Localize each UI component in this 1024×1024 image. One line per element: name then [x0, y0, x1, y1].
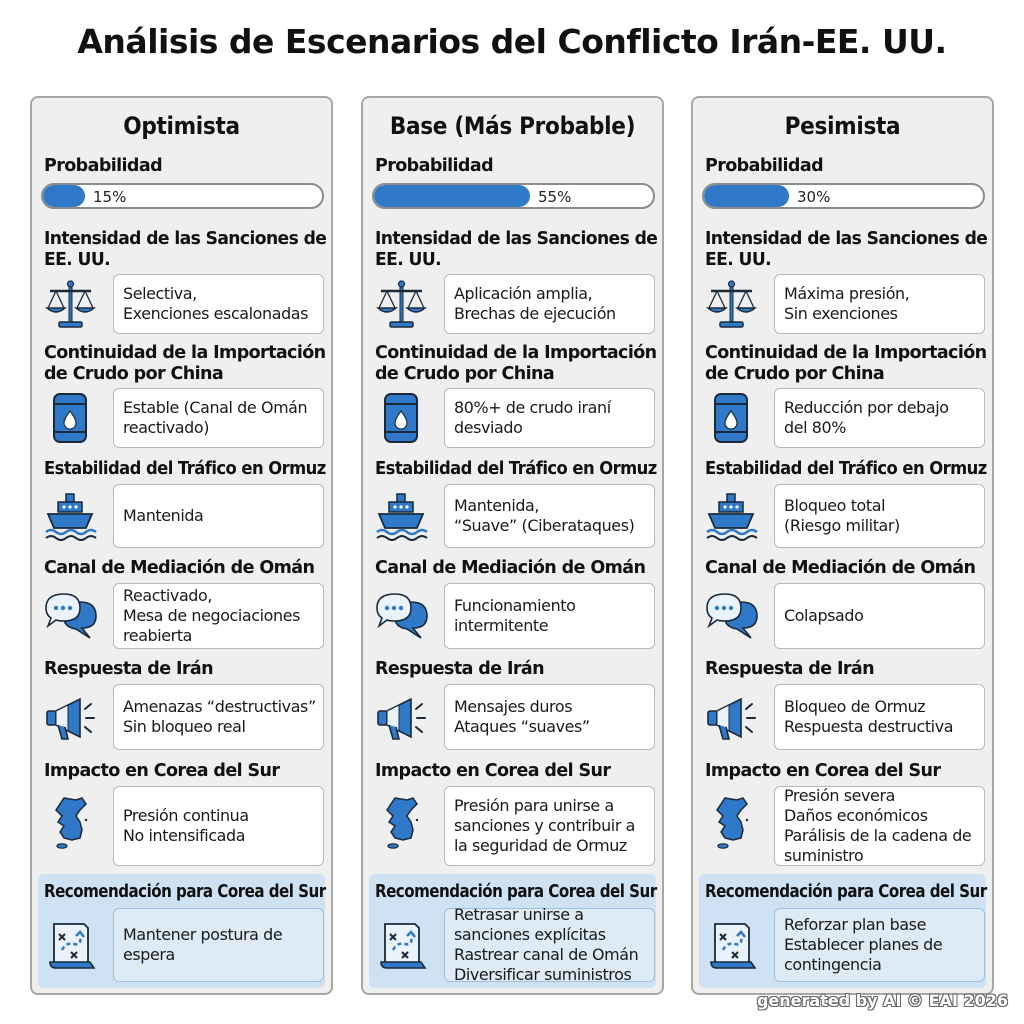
- probability-bar: [372, 183, 655, 209]
- hormuz-value-box: [774, 484, 985, 548]
- field-label: [375, 761, 657, 782]
- field-label-line: Estabilidad del Tráfico en Ormuz: [44, 459, 326, 479]
- value-line: Daños económicos: [784, 806, 928, 825]
- page-title: Análisis de Escenarios del Conflicto Irán-EE. UU.: [77, 22, 947, 61]
- recommendation-value-box: [113, 908, 324, 982]
- value-line: “Suave” (Ciberataques): [454, 516, 635, 535]
- value-line: la seguridad de Ormuz: [454, 836, 627, 855]
- field-label-line: Recomendación para Corea del Sur: [375, 882, 657, 902]
- field-label-line: Canal de Mediación de Omán: [705, 558, 976, 578]
- probability-value: 30%: [797, 188, 831, 206]
- hormuz-value-box: [444, 484, 655, 548]
- field-label-line: Continuidad de la Importación: [705, 343, 987, 363]
- value-line: Aplicación amplia,: [454, 284, 593, 303]
- field-label-line: Continuidad de la Importación: [44, 343, 326, 363]
- field-label: [44, 343, 326, 385]
- field-label-line: de Crudo por China: [44, 364, 224, 384]
- field-label-line: Impacto en Corea del Sur: [375, 761, 611, 781]
- value-line: Ataques “suaves”: [454, 717, 590, 736]
- value-line: Brechas de ejecución: [454, 304, 616, 323]
- sanctions-value-box: [774, 274, 985, 334]
- field-label-line: Probabilidad: [44, 156, 163, 176]
- value-line: reactivado): [123, 418, 210, 437]
- value-line: Presión severa: [784, 786, 895, 805]
- value-line: sanciones y contribuir a: [454, 816, 636, 835]
- recommendation-panel: [369, 874, 656, 988]
- field-label-line: Canal de Mediación de Omán: [375, 558, 646, 578]
- scenario-title: Optimista: [123, 112, 240, 140]
- value-line: Máxima presión,: [784, 284, 910, 303]
- korea-map-icon: [703, 794, 759, 850]
- megaphone-icon: [42, 689, 98, 745]
- oman-value-box: [113, 583, 324, 649]
- oil-barrel-icon: [703, 390, 759, 446]
- korea-value-box: [113, 786, 324, 866]
- field-label-line: Estabilidad del Tráfico en Ormuz: [705, 459, 987, 479]
- value-line: Reforzar plan base: [784, 915, 926, 934]
- iran-value-box: [113, 684, 324, 750]
- field-label: [705, 156, 987, 177]
- oil-barrel-icon: [42, 390, 98, 446]
- scale-icon: [373, 276, 429, 332]
- field-label: [44, 659, 326, 680]
- field-label: [705, 229, 988, 271]
- field-label-line: Impacto en Corea del Sur: [44, 761, 280, 781]
- strategy-map-icon: [44, 916, 100, 972]
- value-line: Bloqueo de Ormuz: [784, 697, 926, 716]
- value-line: Mantenida: [123, 506, 204, 525]
- value-line: Mantener postura de: [123, 925, 283, 944]
- scale-icon: [42, 276, 98, 332]
- field-label: [705, 761, 987, 782]
- value-line: Parálisis de la cadena de: [784, 826, 972, 845]
- value-line: del 80%: [784, 418, 846, 437]
- field-label: [705, 459, 987, 480]
- field-label: [705, 558, 987, 579]
- megaphone-icon: [703, 689, 759, 745]
- field-label-line: EE. UU.: [705, 250, 772, 270]
- scenario-column: [30, 96, 333, 995]
- field-label-line: EE. UU.: [375, 250, 442, 270]
- value-line: Colapsado: [784, 606, 864, 625]
- value-line: Presión para unirse a: [454, 796, 614, 815]
- field-label: [44, 882, 326, 903]
- scenario-column: [361, 96, 664, 995]
- value-line: reabierta: [123, 626, 193, 645]
- scenario-column: [691, 96, 994, 995]
- value-line: desviado: [454, 418, 523, 437]
- field-label-line: Recomendación para Corea del Sur: [44, 882, 326, 902]
- field-label-line: Canal de Mediación de Omán: [44, 558, 315, 578]
- field-label-line: de Crudo por China: [705, 364, 885, 384]
- value-line: Selectiva,: [123, 284, 197, 303]
- value-line: Reducción por debajo: [784, 398, 949, 417]
- value-line: Rastrear canal de Omán: [454, 945, 639, 964]
- strategy-map-icon: [375, 916, 431, 972]
- field-label-line: Respuesta de Irán: [705, 659, 874, 679]
- field-label: [44, 156, 326, 177]
- field-label-line: Probabilidad: [705, 156, 824, 176]
- value-line: Retrasar unirse a: [454, 905, 584, 924]
- value-line: Estable (Canal de Omán: [123, 398, 308, 417]
- field-label-line: Impacto en Corea del Sur: [705, 761, 941, 781]
- field-label-line: Respuesta de Irán: [44, 659, 213, 679]
- oman-value-box: [444, 583, 655, 649]
- scenario-title: Base (Más Probable): [389, 112, 636, 140]
- value-line: Amenazas “destructivas”: [123, 697, 316, 716]
- value-line: Respuesta destructiva: [784, 717, 954, 736]
- value-line: Bloqueo total: [784, 496, 886, 515]
- field-label: [375, 156, 657, 177]
- field-label-line: Estabilidad del Tráfico en Ormuz: [375, 459, 657, 479]
- chat-bubbles-icon: [703, 588, 759, 644]
- field-label-line: EE. UU.: [44, 250, 111, 270]
- value-line: Establecer planes de: [784, 935, 943, 954]
- chat-bubbles-icon: [42, 588, 98, 644]
- recommendation-value-box: [774, 908, 985, 982]
- korea-map-icon: [373, 794, 429, 850]
- value-line: (Riesgo militar): [784, 516, 900, 535]
- value-line: suministro: [784, 846, 864, 865]
- field-label: [705, 343, 987, 385]
- field-label-line: Intensidad de las Sanciones de: [44, 229, 327, 249]
- value-line: Diversificar suministros: [454, 965, 632, 984]
- value-line: espera: [123, 945, 175, 964]
- field-label: [44, 459, 326, 480]
- field-label: [705, 659, 987, 680]
- field-label-line: Recomendación para Corea del Sur: [705, 882, 987, 902]
- korea-map-icon: [42, 794, 98, 850]
- hormuz-value-box: [113, 484, 324, 548]
- field-label-line: Respuesta de Irán: [375, 659, 544, 679]
- field-label: [375, 459, 657, 480]
- watermark: generated by AI © EAI 2026: [756, 991, 1008, 1010]
- scale-icon: [703, 276, 759, 332]
- sanctions-value-box: [444, 274, 655, 334]
- probability-bar-fill: [704, 185, 789, 207]
- field-label-line: Intensidad de las Sanciones de: [375, 229, 658, 249]
- value-line: intermitente: [454, 616, 549, 635]
- probability-value: 55%: [538, 188, 572, 206]
- ship-icon: [703, 488, 759, 544]
- value-line: Exenciones escalonadas: [123, 304, 309, 323]
- iran-value-box: [444, 684, 655, 750]
- value-line: No intensificada: [123, 826, 246, 845]
- recommendation-panel: [699, 874, 986, 988]
- china-value-box: [774, 388, 985, 448]
- field-label-line: de Crudo por China: [375, 364, 555, 384]
- field-label: [375, 882, 657, 903]
- ship-icon: [42, 488, 98, 544]
- probability-bar-fill: [374, 185, 530, 207]
- value-line: Funcionamiento: [454, 596, 576, 615]
- recommendation-value-box: [444, 905, 655, 984]
- megaphone-icon: [373, 689, 429, 745]
- china-value-box: [113, 388, 324, 448]
- value-line: contingencia: [784, 955, 882, 974]
- field-label: [44, 761, 326, 782]
- strategy-map-icon: [705, 916, 761, 972]
- field-label-line: Probabilidad: [375, 156, 494, 176]
- value-line: 80%+ de crudo iraní: [454, 398, 611, 417]
- field-label: [44, 558, 326, 579]
- korea-value-box: [444, 786, 655, 866]
- iran-value-box: [774, 684, 985, 750]
- value-line: Reactivado,: [123, 586, 213, 605]
- field-label: [44, 229, 327, 271]
- sanctions-value-box: [113, 274, 324, 334]
- chat-bubbles-icon: [373, 588, 429, 644]
- value-line: Mesa de negociaciones: [123, 606, 301, 625]
- probability-bar-fill: [43, 185, 85, 207]
- field-label: [375, 229, 658, 271]
- value-line: sanciones explícitas: [454, 925, 606, 944]
- probability-value: 15%: [93, 188, 127, 206]
- field-label: [375, 343, 657, 385]
- field-label: [705, 882, 987, 903]
- oil-barrel-icon: [373, 390, 429, 446]
- recommendation-panel: [38, 874, 325, 988]
- china-value-box: [444, 388, 655, 448]
- value-line: Presión continua: [123, 806, 249, 825]
- field-label-line: Continuidad de la Importación: [375, 343, 657, 363]
- field-label: [375, 558, 657, 579]
- field-label: [375, 659, 657, 680]
- oman-value-box: [774, 583, 985, 649]
- value-line: Sin exenciones: [784, 304, 898, 323]
- value-line: Mensajes duros: [454, 697, 573, 716]
- probability-bar: [41, 183, 324, 209]
- value-line: Sin bloqueo real: [123, 717, 246, 736]
- probability-bar: [702, 183, 985, 209]
- field-label-line: Intensidad de las Sanciones de: [705, 229, 988, 249]
- value-line: Mantenida,: [454, 496, 540, 515]
- korea-value-box: [774, 786, 985, 866]
- ship-icon: [373, 488, 429, 544]
- scenario-title: Pesimista: [784, 112, 901, 140]
